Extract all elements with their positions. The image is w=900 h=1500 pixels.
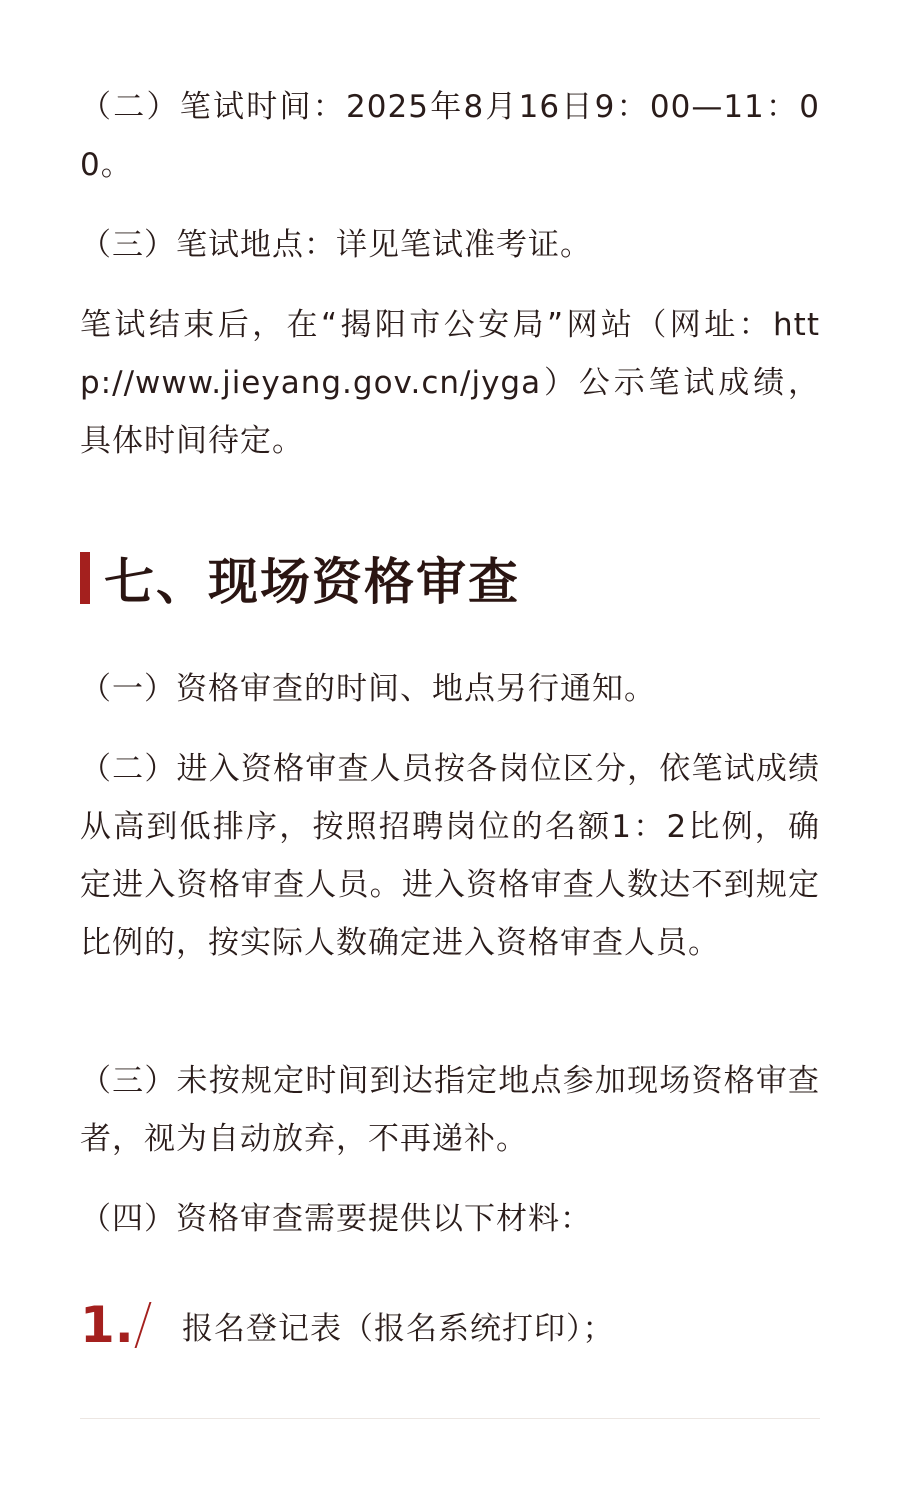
exam-location-paragraph: （三）笔试地点：详见笔试准考证。 [80,227,592,263]
list-item [80,1290,820,1360]
slash-divider-icon [135,1302,152,1348]
section-title: 七、现场资格审查 [104,553,520,611]
exam-time-paragraph: （二）笔试时间：2025年8月16日9：00—11：00。 [80,89,820,183]
list-item-text: 报名登记表（报名系统打印）； [182,1310,615,1347]
review-absence-paragraph: （三）未按规定时间到达指定地点参加现场资格审查者，视为自动放弃，不再递补。 [80,1063,820,1157]
list-number: 1. [80,1296,134,1354]
review-time-paragraph: （一）资格审查的时间、地点另行通知。 [80,671,656,707]
score-notice-paragraph: 笔试结束后，在“揭阳市公安局”网站（网址：http://www.jieyang.gov.cn/jyga）公示笔试成绩，具体时间待定。 [80,307,820,459]
divider [80,1418,820,1419]
section-heading [80,548,520,611]
review-materials-paragraph: （四）资格审查需要提供以下材料： [80,1201,592,1237]
review-ratio-paragraph: （二）进入资格审查人员按各岗位区分，依笔试成绩从高到低排序，按照招聘岗位的名额1：2比例，确定进入资格审查人员。进入资格审查人数达不到规定比例的，按实际人数确定进入资格审查人员。 [80,751,820,961]
heading-accent-bar [80,552,90,604]
